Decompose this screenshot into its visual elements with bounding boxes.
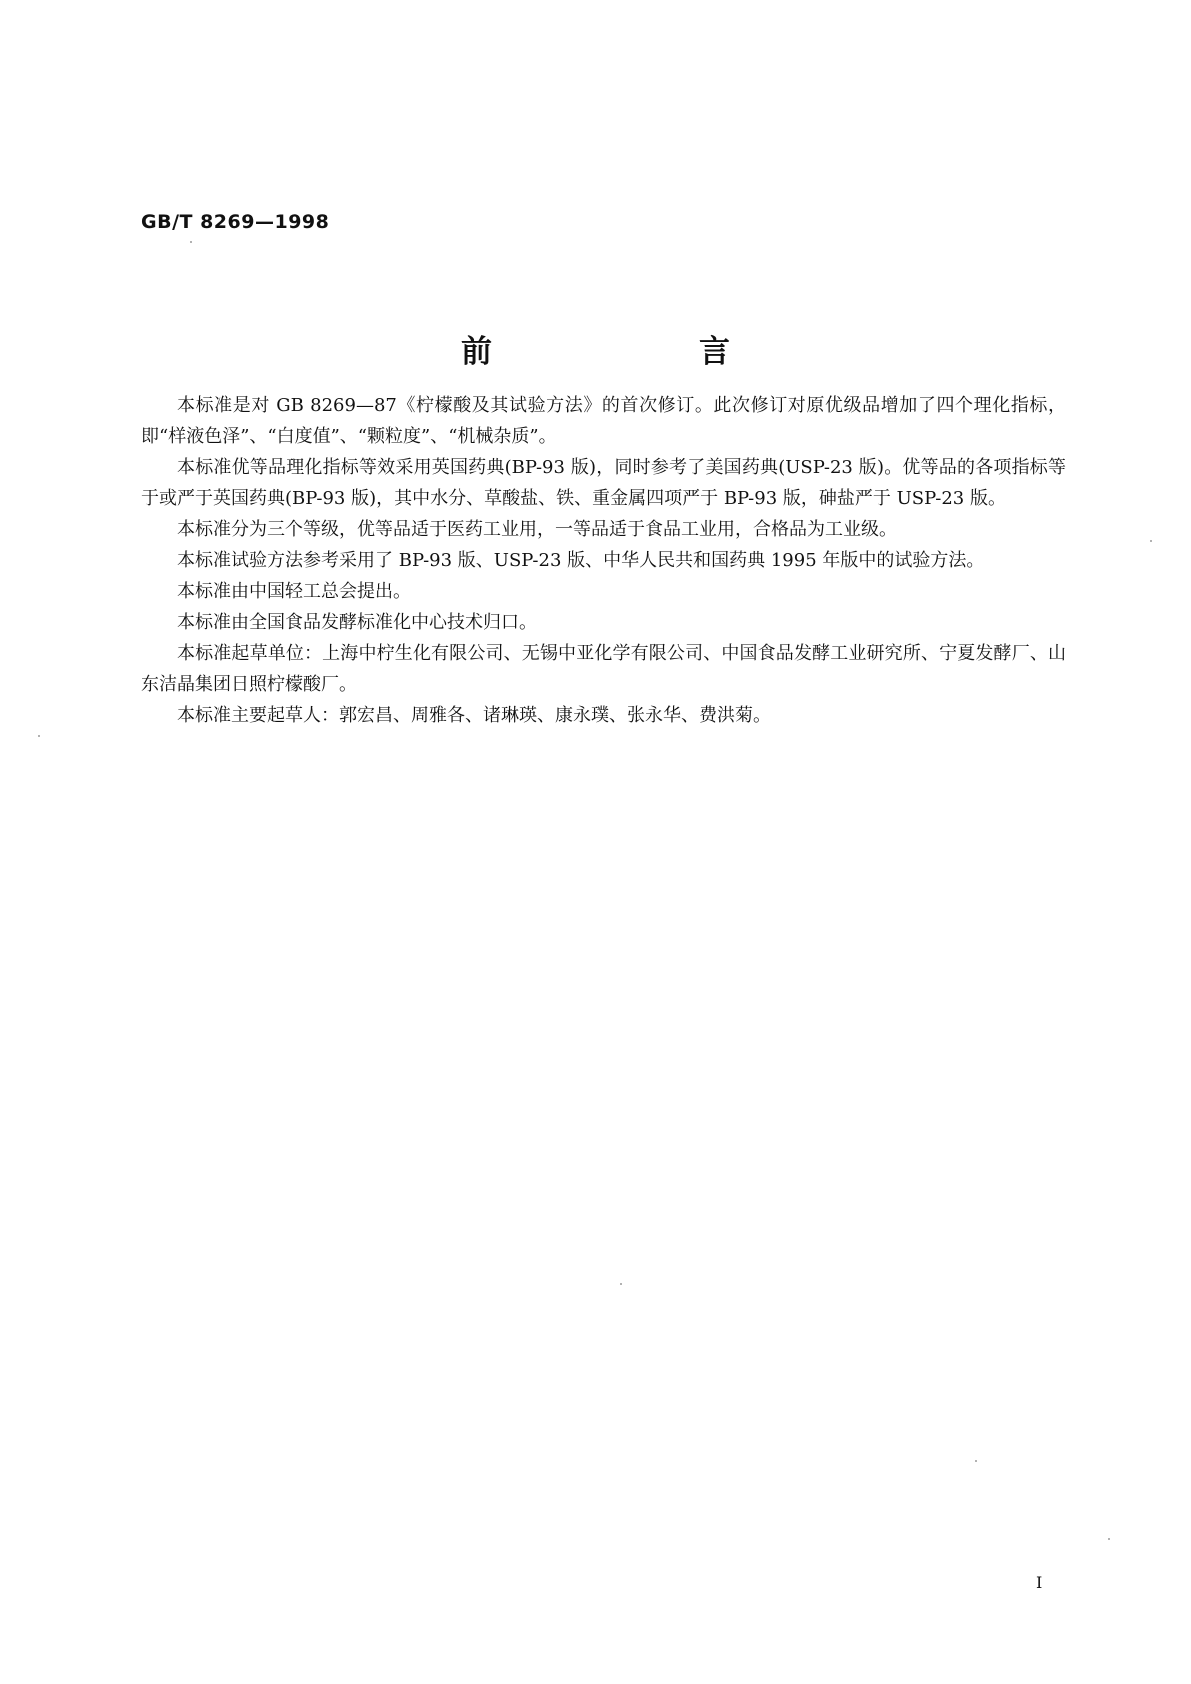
paragraph: 本标准由全国食品发酵标准化中心技术归口。 [177, 612, 537, 633]
standard-code: GB/T 8269—1998 [141, 211, 330, 233]
paragraph: 本标准分为三个等级，优等品适于医药工业用，一等品适于食品工业用，合格品为工业级。 [177, 519, 897, 540]
page-number: I [1036, 1573, 1043, 1592]
scan-speck [1150, 540, 1152, 542]
scan-speck [190, 241, 192, 243]
scan-speck [38, 735, 40, 737]
body-text [141, 390, 1066, 731]
paragraph: 本标准由中国轻工总会提出。 [177, 581, 411, 602]
scan-speck [620, 1283, 622, 1285]
scan-speck [1108, 1538, 1110, 1540]
paragraph: 本标准优等品理化指标等效采用英国药典(BP-93 版)，同时参考了美国药典(USP-23 版)。优等品的各项指标等于或严于英国药典(BP-93 版)，其中水分、草酸盐、铁、重金属四项严于 BP-93 版，砷盐严于 USP-23 版。 [141, 457, 1066, 509]
page-title: 前 言 [461, 334, 818, 370]
paragraph: 本标准是对 GB 8269—87《柠檬酸及其试验方法》的首次修订。此次修订对原优级品增加了四个理化指标，即“样液色泽”、“白度值”、“颗粒度”、“机械杂质”。 [141, 395, 1066, 447]
scan-speck [975, 1460, 977, 1462]
paragraph: 本标准主要起草人：郭宏昌、周雅各、诸琳瑛、康永璞、张永华、费洪菊。 [177, 705, 771, 726]
paragraph: 本标准试验方法参考采用了 BP-93 版、USP-23 版、中华人民共和国药典 1995 年版中的试验方法。 [177, 550, 985, 571]
paragraph: 本标准起草单位：上海中柠生化有限公司、无锡中亚化学有限公司、中国食品发酵工业研究所、宁夏发酵厂、山东洁晶集团日照柠檬酸厂。 [141, 643, 1066, 695]
